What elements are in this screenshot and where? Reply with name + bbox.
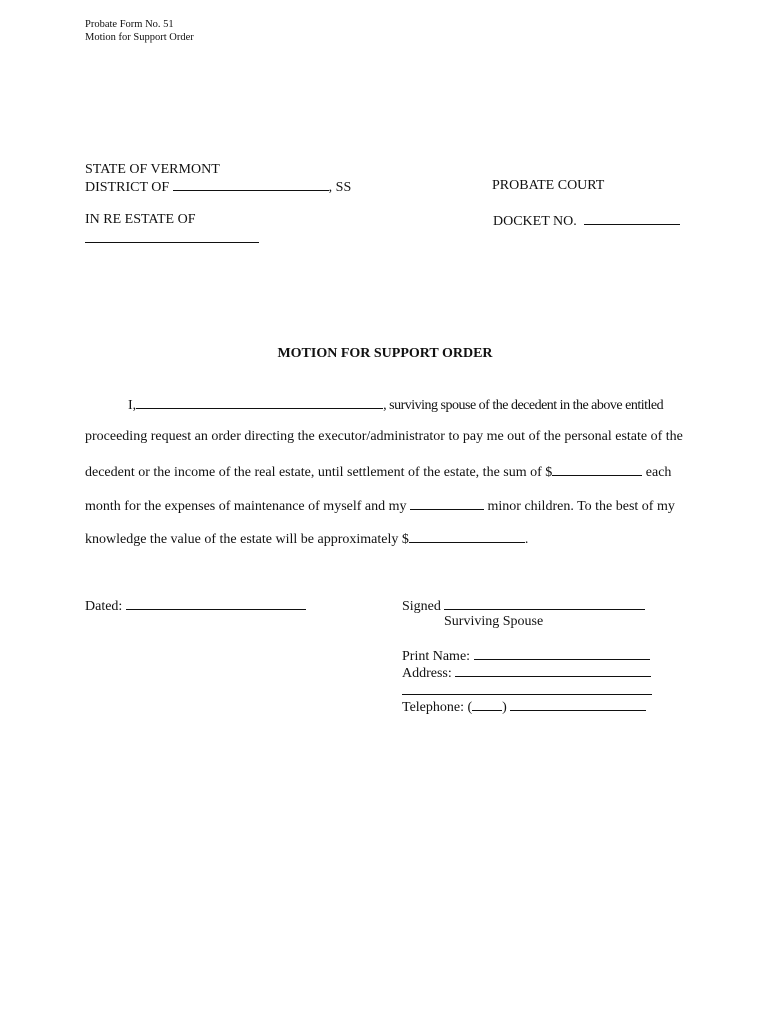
- estate-label: IN RE ESTATE OF: [85, 212, 196, 227]
- body-line-4-suffix: minor children. To the best of my: [487, 499, 675, 514]
- body-line-3-prefix: decedent or the income of the real estate, until settlement of the estate, the sum of $: [85, 465, 553, 480]
- print-name-label: Print Name:: [402, 649, 471, 664]
- docket-field[interactable]: [584, 212, 680, 225]
- form-number: Probate Form No. 51: [85, 19, 174, 30]
- state-label: STATE OF VERMONT: [85, 162, 220, 177]
- body-line-2: proceeding request an order directing the executor/administrator to pay me out of the personal estate of the: [85, 429, 683, 444]
- docket-label: DOCKET NO.: [493, 214, 577, 229]
- spouse-name-field[interactable]: [136, 396, 383, 409]
- address-label: Address:: [402, 666, 452, 681]
- print-name-field[interactable]: [474, 647, 650, 660]
- body-line-1-suffix: , surviving spouse of the decedent in the above entitled: [383, 398, 664, 413]
- surviving-spouse-label: Surviving Spouse: [444, 614, 544, 629]
- body-line-4-prefix: month for the expenses of maintenance of myself and my: [85, 499, 407, 514]
- body-line-3-suffix: each: [645, 465, 672, 480]
- document-title: MOTION FOR SUPPORT ORDER: [277, 346, 493, 361]
- district-suffix: , SS: [328, 180, 352, 195]
- docket-line: [493, 212, 680, 230]
- telephone-close: ): [502, 700, 507, 715]
- dated-label: Dated:: [85, 599, 123, 614]
- estate-name-field[interactable]: [85, 242, 259, 243]
- body-line-1-prefix: I,: [128, 398, 137, 413]
- court-label: PROBATE COURT: [492, 178, 605, 193]
- body-line-5-suffix: .: [524, 532, 529, 547]
- address-field-2[interactable]: [402, 694, 652, 695]
- dated-line: [85, 597, 306, 615]
- telephone-line: [402, 698, 646, 716]
- telephone-field[interactable]: [510, 698, 646, 711]
- body-line-4: [85, 497, 675, 515]
- print-name-line: [402, 647, 650, 665]
- signed-line: [402, 597, 645, 615]
- estate-value-field[interactable]: [409, 530, 525, 543]
- form-title: Motion for Support Order: [85, 32, 194, 43]
- address-field[interactable]: [455, 664, 651, 677]
- body-line-1: [128, 396, 663, 414]
- children-count-field[interactable]: [410, 497, 484, 510]
- date-field[interactable]: [126, 597, 306, 610]
- signed-label: Signed: [402, 599, 441, 614]
- address-line: [402, 664, 651, 682]
- telephone-label: Telephone: (: [402, 700, 473, 715]
- body-line-5: [85, 530, 528, 548]
- body-line-5-prefix: knowledge the value of the estate will be approximately $: [85, 532, 409, 547]
- signature-field[interactable]: [444, 597, 645, 610]
- body-line-3: [85, 463, 671, 481]
- district-line: [85, 178, 351, 196]
- district-field[interactable]: [173, 178, 329, 191]
- area-code-field[interactable]: [472, 698, 502, 711]
- monthly-sum-field[interactable]: [552, 463, 642, 476]
- district-label: DISTRICT OF: [85, 180, 170, 195]
